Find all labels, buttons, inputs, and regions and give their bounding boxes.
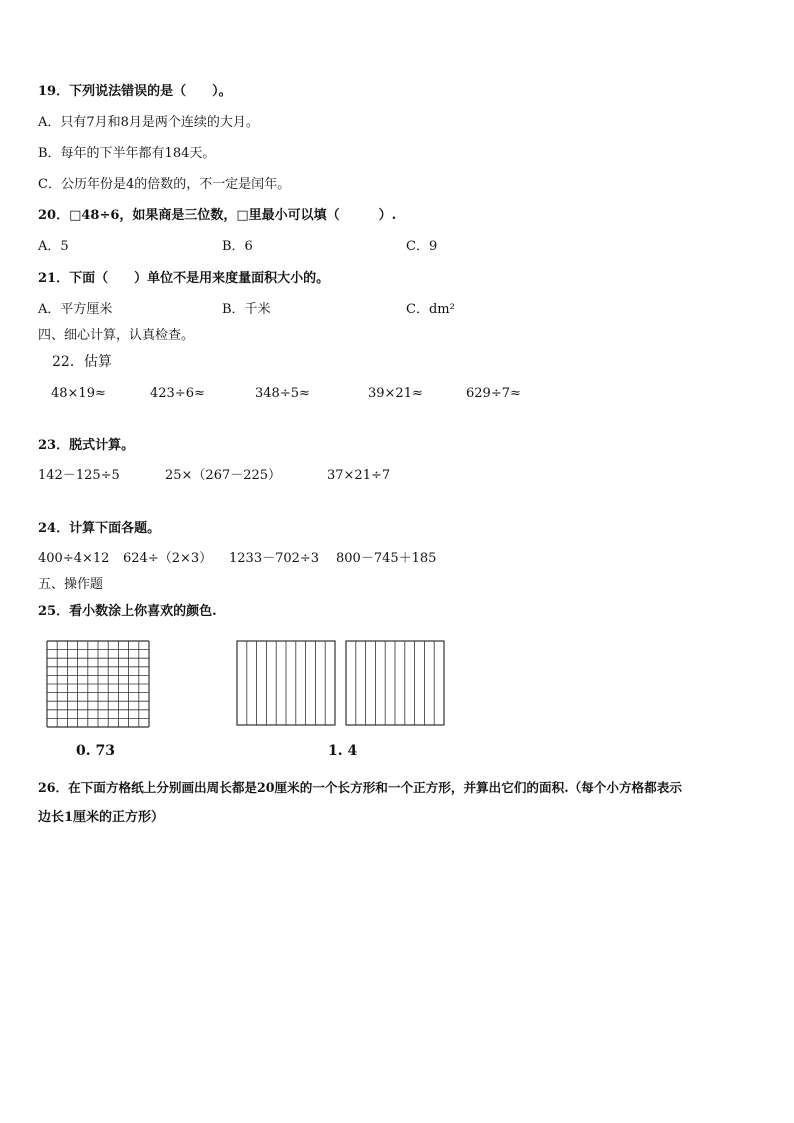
- q22-item-2: 423÷6≈: [150, 386, 205, 401]
- q21-option-b: B．千米: [222, 302, 271, 317]
- q23-item-2: 25×（267－225）: [165, 468, 282, 483]
- q25-label-grid: 0. 73: [76, 743, 115, 759]
- q23-stem: 23．脱式计算。: [38, 438, 135, 453]
- hundred-grid-svg[interactable]: [46, 640, 150, 728]
- tenth-strips-2[interactable]: [345, 640, 445, 726]
- q20-option-a: A．5: [38, 239, 69, 254]
- q24-item-4: 800－745＋185: [336, 551, 437, 566]
- tenth-strips-1-svg[interactable]: [236, 640, 336, 726]
- q23-item-3: 37×21÷7: [327, 468, 391, 483]
- q22-item-3: 348÷5≈: [255, 386, 310, 401]
- q20-option-b: B．6: [222, 239, 253, 254]
- tenth-strips-1[interactable]: [236, 640, 336, 726]
- tenth-strips-2-svg[interactable]: [345, 640, 445, 726]
- q19-option-b: B．每年的下半年都有184天。: [38, 146, 216, 161]
- q20-option-c: C．9: [406, 239, 438, 254]
- section-4-heading: 四、细心计算，认真检查。: [38, 328, 195, 343]
- q22-item-5: 629÷7≈: [466, 386, 521, 401]
- q26-line-1: 26．在下面方格纸上分别画出周长都是20厘米的一个长方形和一个正方形，并算出它们的面积.（每个小方格都表示: [38, 780, 682, 795]
- q21-option-c: C．dm²: [406, 302, 455, 317]
- q22-item-4: 39×21≈: [368, 386, 423, 401]
- hundred-grid[interactable]: [46, 640, 150, 728]
- q25-label-strips: 1. 4: [328, 743, 358, 759]
- q22-stem: 22．估算: [52, 354, 112, 370]
- q22-item-1: 48×19≈: [51, 386, 106, 401]
- q24-item-1: 400÷4×12: [38, 551, 110, 566]
- q26-line-2: 边长1厘米的正方形）: [38, 810, 165, 825]
- q25-stem: 25．看小数涂上你喜欢的颜色.: [38, 604, 217, 619]
- q21-stem: 21．下面（ ）单位不是用来度量面积大小的。: [38, 271, 330, 286]
- q20-stem: 20．□48÷6，如果商是三位数，□里最小可以填（ ）.: [38, 208, 397, 223]
- q19-option-a: A．只有7月和8月是两个连续的大月。: [38, 115, 259, 130]
- q21-option-a: A．平方厘米: [38, 302, 113, 317]
- q19-stem: 19．下列说法错误的是（ ）。: [38, 84, 232, 99]
- q24-stem: 24．计算下面各题。: [38, 521, 161, 536]
- q24-item-3: 1233－702÷3: [229, 551, 320, 566]
- q24-item-2: 624÷（2×3）: [123, 551, 213, 566]
- section-5-heading: 五、操作题: [38, 577, 104, 592]
- q19-option-c: C．公历年份是4的倍数的，不一定是闰年。: [38, 177, 291, 192]
- q23-item-1: 142－125÷5: [38, 468, 120, 483]
